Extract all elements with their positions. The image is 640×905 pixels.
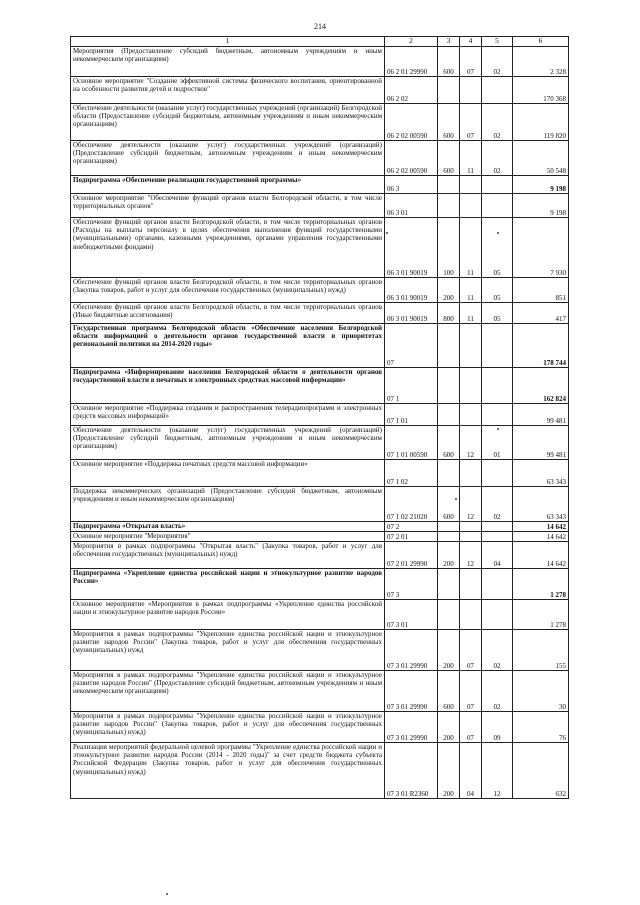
section-cell: 07: [460, 47, 482, 77]
subsection-cell: [482, 176, 513, 194]
subsection-cell: 12: [482, 743, 513, 799]
row-name-cell: Основное мероприятие "Создание эффективной системы физического воспитания, ориентированной на особенности развития детей и подростков": [71, 77, 385, 104]
section-cell: 12: [460, 542, 482, 569]
table-row: [71, 542, 569, 569]
amount-cell: 155: [513, 630, 569, 671]
expense-type-cell: 600: [438, 487, 460, 522]
row-name-cell: Основное мероприятие «Поддержка печатных средств массовой информации»: [71, 460, 385, 487]
column-header: 2: [385, 37, 438, 47]
amount-cell: 9 198: [513, 176, 569, 194]
target-article-cell: 06 3 01 90019: [385, 218, 438, 278]
row-name-cell: Обеспечение функций органов власти Белгородской области, в том числе территориальных органов (Иные бюджетные ассигнования): [71, 303, 385, 324]
subsection-cell: 01: [482, 426, 513, 460]
subsection-cell: 02: [482, 630, 513, 671]
table-row: [71, 176, 569, 194]
expense-type-cell: 600: [438, 104, 460, 141]
table-body: [71, 37, 569, 799]
table-row: [71, 141, 569, 176]
amount-cell: 30: [513, 671, 569, 712]
table-row: [71, 278, 569, 303]
amount-cell: 2 328: [513, 47, 569, 77]
amount-cell: 7 930: [513, 218, 569, 278]
subsection-cell: 05: [482, 218, 513, 278]
amount-cell: 119 820: [513, 104, 569, 141]
subsection-cell: 05: [482, 278, 513, 303]
amount-cell: 1 278: [513, 600, 569, 630]
amount-cell: 14 642: [513, 532, 569, 542]
target-article-cell: 07 3 01: [385, 600, 438, 630]
section-cell: 12: [460, 426, 482, 460]
expense-type-cell: 200: [438, 542, 460, 569]
row-name-cell: Основное мероприятие «Мероприятия в рамках подпрограммы «Укрепление единства российской нации и этнокультурное развитие народов России»: [71, 600, 385, 630]
row-name-cell: Обеспечение функций органов власти Белгородской области, в том числе территориальных органов (Закупка товаров, работ и услуг для обеспечения государственных (муниципальных) нужд): [71, 278, 385, 303]
expense-type-cell: 600: [438, 47, 460, 77]
row-name-cell: Подпрограмма «Обеспечение реализации государственной программы»: [71, 176, 385, 194]
row-name-cell: Поддержка некоммерческих организаций (Предоставление субсидий бюджетным, автономным учреждениям и иным некоммерческим организациям): [71, 487, 385, 522]
section-cell: [460, 176, 482, 194]
target-article-cell: 07 1 02 21020: [385, 487, 438, 522]
table-row: [71, 368, 569, 404]
column-header: 5: [482, 37, 513, 47]
expense-type-cell: [438, 600, 460, 630]
subsection-cell: 02: [482, 671, 513, 712]
row-name-cell: Государственная программа Белгородской области «Обеспечение населения Белгородской области информацией о деятельности органов государственной власти и приоритетах региональной политики на 2014-2020 годы»: [71, 324, 385, 368]
table-row: [71, 426, 569, 460]
section-cell: [460, 600, 482, 630]
section-cell: [460, 460, 482, 487]
table-row: [71, 194, 569, 218]
table-row: [71, 712, 569, 743]
budget-table: [70, 36, 569, 799]
amount-cell: 162 824: [513, 368, 569, 404]
subsection-cell: 02: [482, 141, 513, 176]
section-cell: 07: [460, 712, 482, 743]
table-row: [71, 104, 569, 141]
target-article-cell: 07 1 01 00590: [385, 426, 438, 460]
section-cell: 07: [460, 671, 482, 712]
row-name-cell: Обеспечение функций органов власти Белгородской области, в том числе территориальных органов (Расходы на выплаты персоналу в целях обеспечения выполнения функций государственными (муниципальными) органами, казенными учреждениями, органами управления государственными внебюджетными фондами): [71, 218, 385, 278]
expense-type-cell: 800: [438, 303, 460, 324]
section-cell: 11: [460, 141, 482, 176]
subsection-cell: 05: [482, 303, 513, 324]
page-number: 214: [314, 22, 326, 31]
expense-type-cell: 100: [438, 218, 460, 278]
row-name-cell: Мероприятия в рамках подпрограммы "Укрепление единства российской нации и этнокультурное развитие народов России" (Закупка товаров, работ и услуг для обеспечения государственных (муниципальных) нужд): [71, 712, 385, 743]
subsection-cell: [482, 522, 513, 532]
amount-cell: 1 278: [513, 569, 569, 600]
row-name-cell: Мероприятия в рамках подпрограммы "Открытая власть" (Закупка товаров, работ и услуг для обеспечения государственных (муниципальных) нужд): [71, 542, 385, 569]
table-row: [71, 532, 569, 542]
table-row: [71, 303, 569, 324]
subsection-cell: [482, 194, 513, 218]
table-row: [71, 487, 569, 522]
section-cell: [460, 368, 482, 404]
subsection-cell: [482, 324, 513, 368]
expense-type-cell: 200: [438, 743, 460, 799]
row-name-cell: Реализация мероприятий федеральной целевой программы "Укрепление единства российской нации и этнокультурное развитие народов России (2014 - 2020 годы)" за счет средств бюджета субъекта Российской Федерации (Закупка товаров, работ и услуг для обеспечения государственных (муниципальных) нужд): [71, 743, 385, 799]
table-row: [71, 671, 569, 712]
subsection-cell: 02: [482, 104, 513, 141]
amount-cell: 14 642: [513, 542, 569, 569]
expense-type-cell: [438, 77, 460, 104]
section-cell: [460, 532, 482, 542]
row-name-cell: Основное мероприятие "Обеспечение функций органов власти Белгородской области, в том числе территориальных органов": [71, 194, 385, 218]
subsection-cell: [482, 600, 513, 630]
amount-cell: 99 481: [513, 426, 569, 460]
target-article-cell: 07 2 01 29990: [385, 542, 438, 569]
expense-type-cell: [438, 176, 460, 194]
amount-cell: 851: [513, 278, 569, 303]
expense-type-cell: [438, 569, 460, 600]
table-row: [71, 324, 569, 368]
subsection-cell: 09: [482, 712, 513, 743]
scan-speck: [166, 893, 168, 895]
expense-type-cell: [438, 460, 460, 487]
target-article-cell: 07 3: [385, 569, 438, 600]
section-cell: 07: [460, 104, 482, 141]
target-article-cell: 07 1: [385, 368, 438, 404]
target-article-cell: 06 2 02: [385, 77, 438, 104]
row-name-cell: Мероприятия (Предоставление субсидий бюджетным, автономным учреждениям и иным некоммерческим организациям): [71, 47, 385, 77]
target-article-cell: 07 3 01 R2360: [385, 743, 438, 799]
amount-cell: 63 343: [513, 460, 569, 487]
target-article-cell: 07 2 01: [385, 532, 438, 542]
row-name-cell: Обеспечение деятельности (оказание услуг) государственных учреждений (организаций) Белгородской области (Предоставление субсидий бюджетным, автономным учреждениям и иным некоммерческим организациям): [71, 104, 385, 141]
expense-type-cell: 600: [438, 426, 460, 460]
scan-speck: [386, 232, 388, 234]
expense-type-cell: 600: [438, 671, 460, 712]
section-cell: 11: [460, 278, 482, 303]
subsection-cell: 02: [482, 487, 513, 522]
row-name-cell: Подпрограмма «Открытая власть»: [71, 522, 385, 532]
subsection-cell: [482, 368, 513, 404]
expense-type-cell: [438, 404, 460, 426]
expense-type-cell: [438, 324, 460, 368]
amount-cell: 417: [513, 303, 569, 324]
subsection-cell: [482, 569, 513, 600]
target-article-cell: 07 2: [385, 522, 438, 532]
subsection-cell: [482, 532, 513, 542]
expense-type-cell: 200: [438, 278, 460, 303]
section-cell: [460, 77, 482, 104]
subsection-cell: [482, 77, 513, 104]
expense-type-cell: 200: [438, 630, 460, 671]
section-cell: 11: [460, 218, 482, 278]
row-name-cell: Основное мероприятие "Мероприятия": [71, 532, 385, 542]
expense-type-cell: 200: [438, 712, 460, 743]
table-row: [71, 600, 569, 630]
table-row: [71, 218, 569, 278]
amount-cell: 632: [513, 743, 569, 799]
section-cell: [460, 569, 482, 600]
amount-cell: 9 198: [513, 194, 569, 218]
row-name-cell: Мероприятия в рамках подпрограммы "Укрепление единства российской нации и этнокультурное развитие народов России" (Предоставление субсидий бюджетным, автономным учреждениям и иным некоммерческим организациям): [71, 671, 385, 712]
amount-cell: 170 368: [513, 77, 569, 104]
row-name-cell: Обеспечение деятельности (оказание услуг) государственных учреждений (организаций) (Предоставление субсидий бюджетным, автономным учреждениям и иным некоммерческим организациям): [71, 141, 385, 176]
subsection-cell: [482, 404, 513, 426]
target-article-cell: 07 1 01: [385, 404, 438, 426]
target-article-cell: 07: [385, 324, 438, 368]
expense-type-cell: [438, 532, 460, 542]
subsection-cell: 04: [482, 542, 513, 569]
amount-cell: 76: [513, 712, 569, 743]
column-header: 6: [513, 37, 569, 47]
row-name-cell: Мероприятия в рамках подпрограммы "Укрепление единства российской нации и этнокультурное развитие народов России" (Закупка товаров, работ и услуг для обеспечения государственных (муниципальных) нужд: [71, 630, 385, 671]
expense-type-cell: 600: [438, 141, 460, 176]
row-name-cell: Основное мероприятие «Поддержка создания и распространения телерадиопрограмм и электронных средств массовых информаций»: [71, 404, 385, 426]
row-name-cell: Подпрограмма «Информирование населения Белгородской области о деятельности органов государственной власти в печатных и электронных средствах массовой информации»: [71, 368, 385, 404]
table-row: [71, 460, 569, 487]
table-row: [71, 569, 569, 600]
row-name-cell: Обеспечение деятельности (оказание услуг) государственных учреждений (организаций) (Предоставление субсидий бюджетным, автономным учреждениям и иным некоммерческим организациям): [71, 426, 385, 460]
target-article-cell: 07 1 02: [385, 460, 438, 487]
column-header: 1: [71, 37, 385, 47]
amount-cell: 50 548: [513, 141, 569, 176]
section-cell: [460, 522, 482, 532]
section-cell: [460, 194, 482, 218]
row-name-cell: Подпрограмма «Укрепление единства российской нации и этнокультурное развитие народов России»: [71, 569, 385, 600]
table-row: [71, 77, 569, 104]
expense-type-cell: [438, 368, 460, 404]
subsection-cell: 02: [482, 47, 513, 77]
target-article-cell: 07 3 01 29990: [385, 671, 438, 712]
table-row: [71, 630, 569, 671]
target-article-cell: 06 2 02 00590: [385, 104, 438, 141]
amount-cell: 14 642: [513, 522, 569, 532]
table-row: [71, 522, 569, 532]
target-article-cell: 06 3 01: [385, 194, 438, 218]
target-article-cell: 06 2 02 00590: [385, 141, 438, 176]
table-row: [71, 743, 569, 799]
amount-cell: 63 343: [513, 487, 569, 522]
section-cell: 12: [460, 487, 482, 522]
header-row: [71, 37, 569, 47]
section-cell: [460, 404, 482, 426]
amount-cell: 178 744: [513, 324, 569, 368]
target-article-cell: 07 3 01 29990: [385, 630, 438, 671]
column-header: 4: [460, 37, 482, 47]
target-article-cell: 06 3 01 90019: [385, 303, 438, 324]
scan-speck: [497, 232, 499, 234]
subsection-cell: [482, 460, 513, 487]
amount-cell: 99 481: [513, 404, 569, 426]
table-row: [71, 404, 569, 426]
scan-speck: [455, 498, 457, 500]
section-cell: 07: [460, 630, 482, 671]
target-article-cell: 06 3: [385, 176, 438, 194]
section-cell: [460, 324, 482, 368]
section-cell: 04: [460, 743, 482, 799]
expense-type-cell: [438, 522, 460, 532]
target-article-cell: 07 3 01 29990: [385, 712, 438, 743]
table-row: [71, 47, 569, 77]
target-article-cell: 06 3 01 90019: [385, 278, 438, 303]
section-cell: 11: [460, 303, 482, 324]
scan-speck: [497, 428, 499, 430]
target-article-cell: 06 2 01 29990: [385, 47, 438, 77]
expense-type-cell: [438, 194, 460, 218]
column-header: 3: [438, 37, 460, 47]
